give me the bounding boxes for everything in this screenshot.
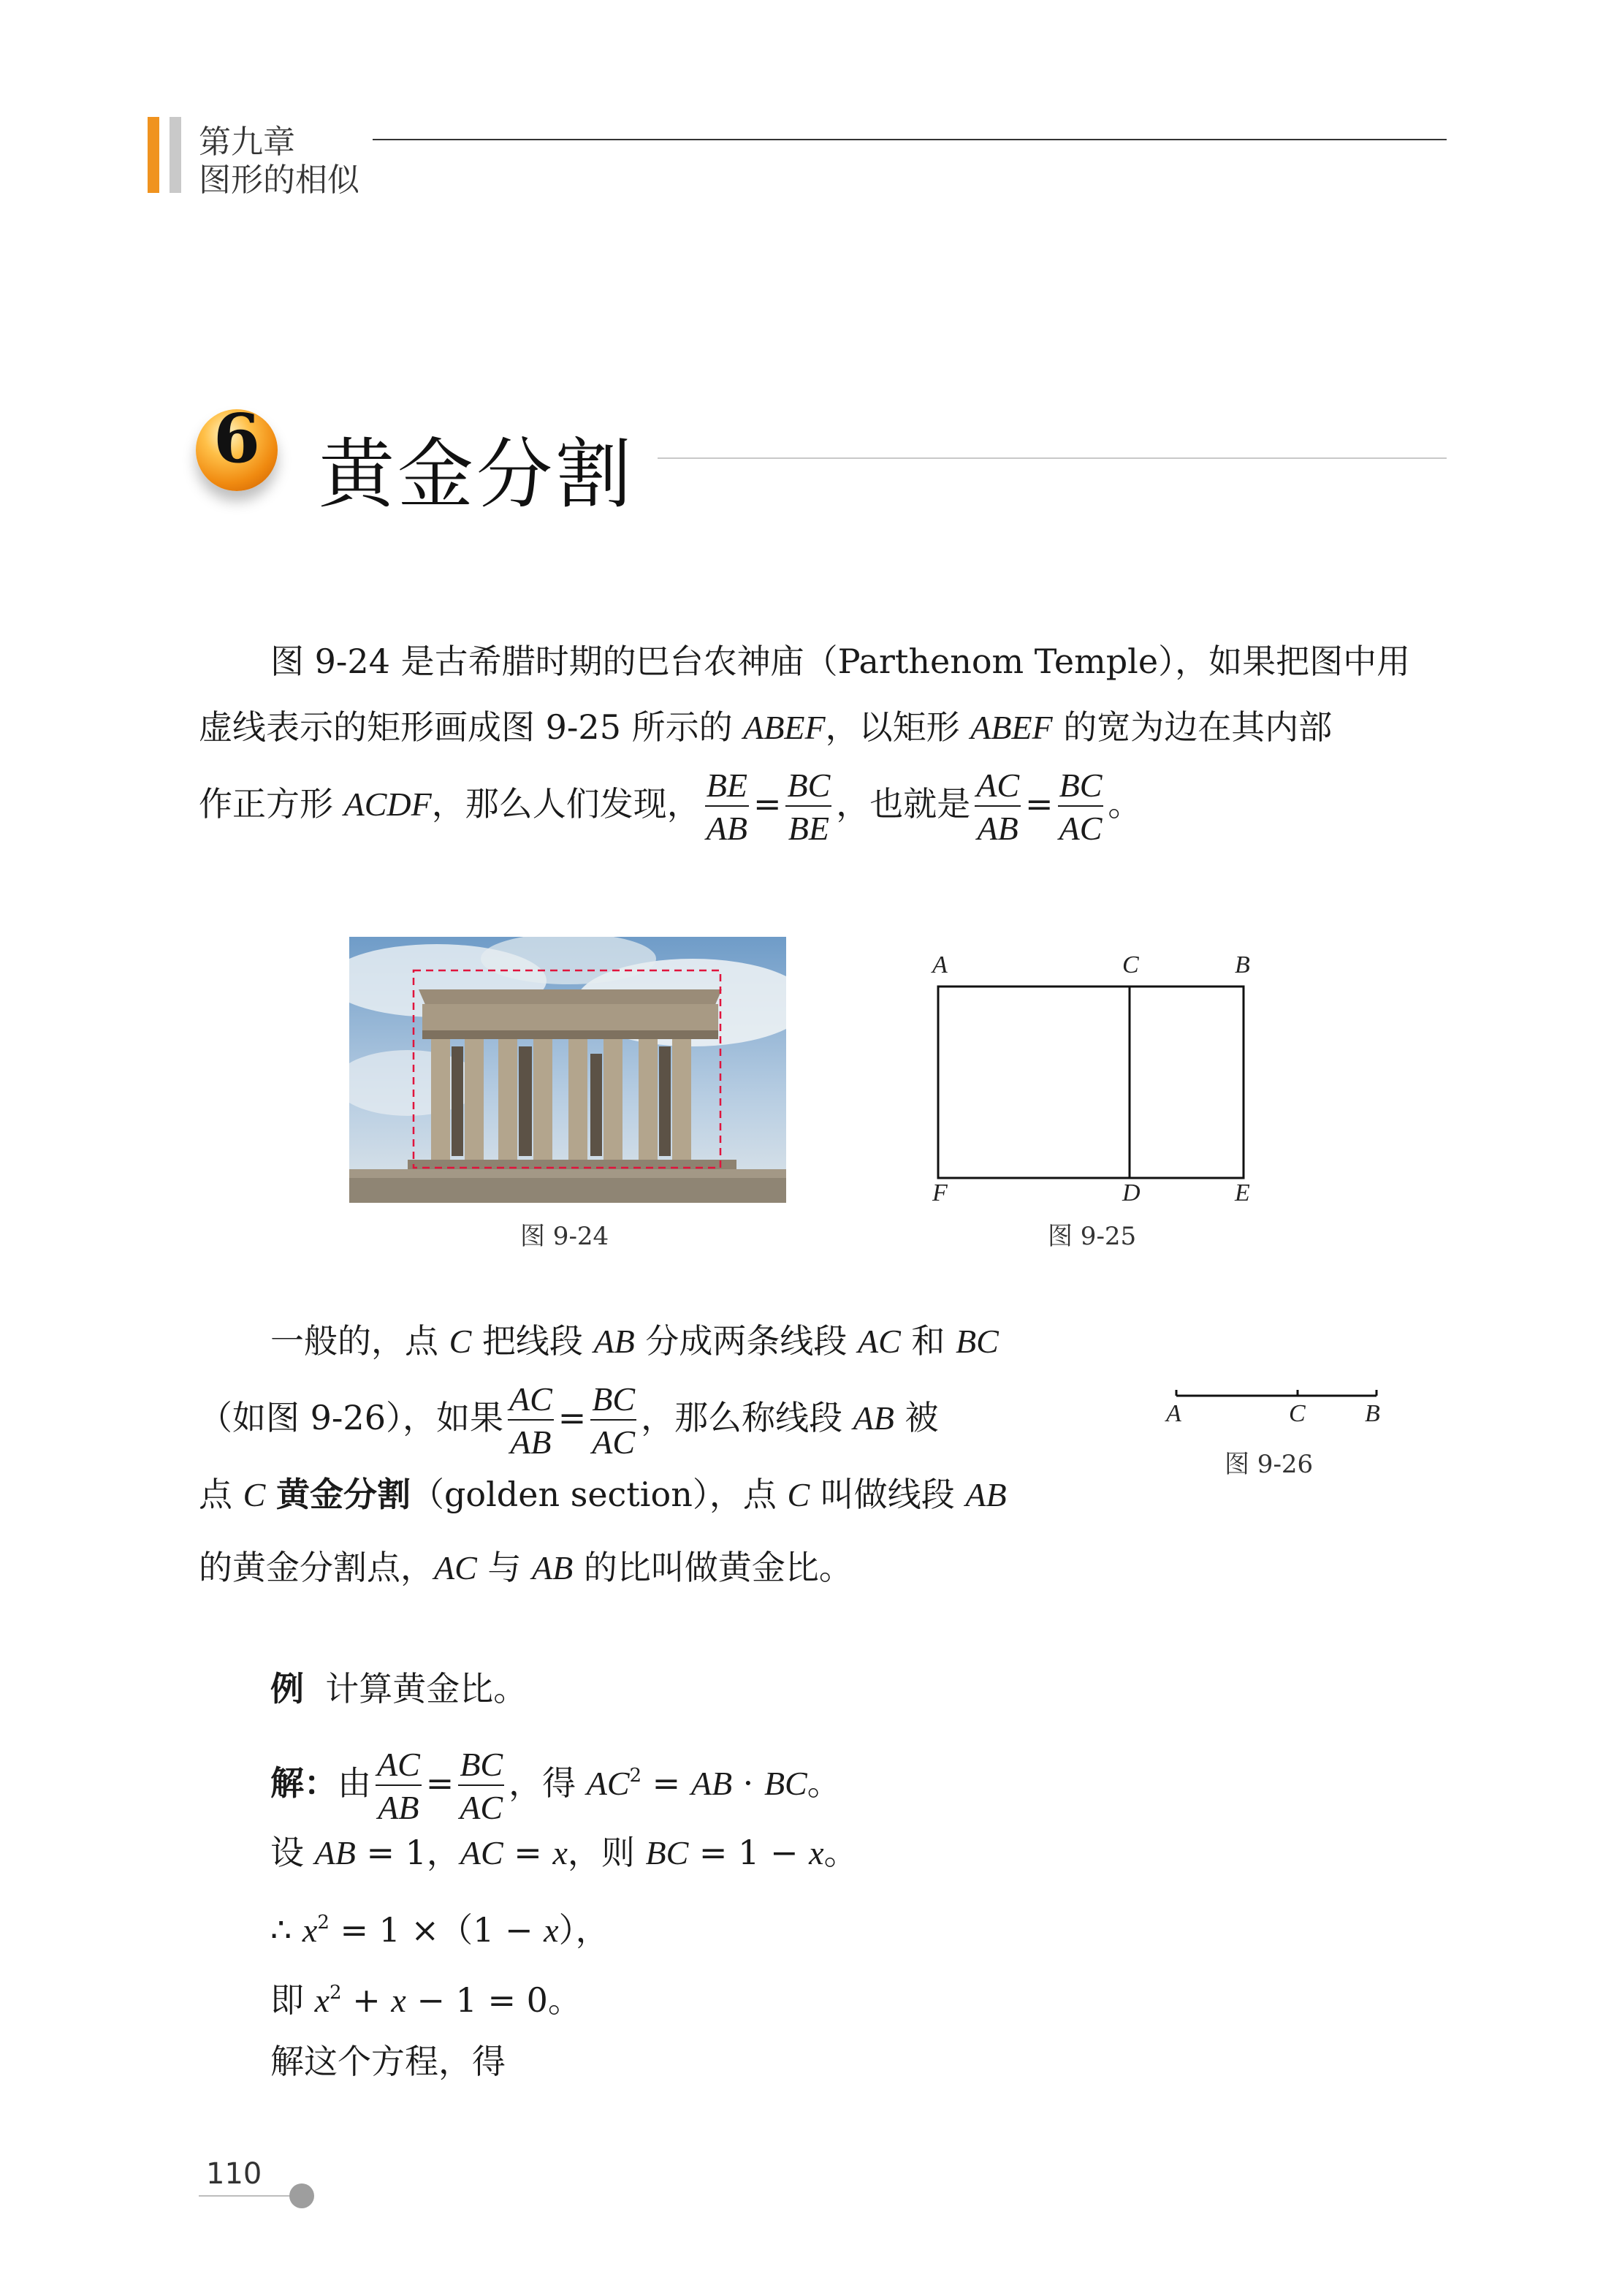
solution-line-2: 设 AB = 1，AC = x，则 BC = 1 − x。 — [270, 1833, 858, 1872]
label-C: C — [1122, 951, 1139, 978]
term-golden-section: 黄金分割 — [275, 1475, 411, 1514]
paragraph-2-line-2: （如图 9-26），如果 $\frac{AC}{AB}$ = $\frac{BC}{AC}$ ，那么称线段 AB 被 — [199, 1380, 939, 1461]
paragraph-1-line-2: 虚线表示的矩形画成图 9-25 所示的 ABEF，以矩形 ABEF 的宽为边在其内部 — [199, 707, 1333, 747]
label-E: E — [1235, 1179, 1250, 1206]
fraction-ac-over-ab-3: $\frac{AC}{AB}$ — [377, 1746, 420, 1826]
section-title: 黄金分割 — [319, 430, 635, 519]
fraction-bc-over-be: $\frac{BC}{BE}$ — [787, 767, 831, 847]
chapter-title: 图形的相似 — [199, 161, 359, 199]
parthenon-photo — [349, 937, 786, 1203]
header-rule — [373, 139, 1447, 140]
solution-line-1: 解：由 $\frac{AC}{AB}$ = $\frac{BC}{AC}$ ，得 $AC^2$ = AB · BC。 — [270, 1746, 841, 1826]
fraction-bc-over-ac-2: $\frac{BC}{AC}$ — [592, 1380, 636, 1461]
figure-9-24-caption: 图 9-24 — [520, 1222, 609, 1251]
segment-ab-diagram — [1169, 1383, 1388, 1412]
label-F: F — [932, 1179, 948, 1206]
label-A: A — [932, 951, 948, 978]
segment-label-B: B — [1365, 1400, 1380, 1427]
fraction-ac-over-ab-2: $\frac{AC}{AB}$ — [509, 1380, 552, 1461]
fraction-ac-over-ab: $\frac{AC}{AB}$ — [976, 767, 1020, 847]
segment-label-A: A — [1166, 1400, 1181, 1427]
page-number: 110 — [206, 2157, 262, 2191]
example-label: 例 — [270, 1669, 304, 1708]
segment-label-C: C — [1289, 1400, 1306, 1427]
label-B: B — [1235, 951, 1250, 978]
figure-9-26-caption: 图 9-26 — [1225, 1450, 1314, 1479]
paragraph-1-line-3: 作正方形 ACDF，那么人们发现， $\frac{BE}{AB}$ = $\frac{BC}{BE}$ ，也就是 $\frac{AC}{AB}$ = $\frac{BC}{AC}$ 。 — [199, 767, 1142, 847]
label-D: D — [1122, 1179, 1141, 1206]
paragraph-2-line-1: 一般的，点 C 把线段 AB 分成两条线段 AC 和 BC — [270, 1321, 999, 1361]
section-number: 6 — [213, 399, 260, 478]
fraction-be-over-ab: $\frac{BE}{AB}$ — [706, 767, 747, 847]
fraction-bc-over-ac: $\frac{BC}{AC}$ — [1059, 767, 1103, 847]
example-line: 例 计算黄金比。 — [270, 1669, 528, 1708]
figure-9-25-caption: 图 9-25 — [1048, 1222, 1137, 1251]
solution-label: 解： — [270, 1763, 338, 1803]
paragraph-1-line-1: 图 9-24 是古希腊时期的巴台农神庙（Parthenom Temple），如果把图中用 — [270, 642, 1411, 681]
chapter-label: 第九章 — [199, 123, 295, 161]
section-rule — [658, 457, 1447, 459]
solution-line-3: ∴ $x^2 = 1 \times(1 - x)$， — [270, 1910, 609, 1950]
footer-dot — [289, 2183, 314, 2208]
solution-line-5: 解这个方程，得 — [270, 2042, 506, 2081]
solution-line-4: 即 $x^2 + x - 1 = 0$。 — [270, 1980, 582, 2020]
paragraph-2-line-4: 的黄金分割点，AC 与 AB 的比叫做黄金比。 — [199, 1548, 853, 1587]
header-accent-bar-gray — [170, 117, 181, 193]
rectangle-abef-diagram — [928, 950, 1264, 1228]
fraction-bc-over-ac-3: $\frac{BC}{AC}$ — [460, 1746, 503, 1826]
header-accent-bar-orange — [148, 117, 159, 193]
paragraph-2-line-3: 点 C 黄金分割（golden section），点 C 叫做线段 AB — [199, 1475, 1007, 1514]
footer-rule — [199, 2195, 298, 2197]
